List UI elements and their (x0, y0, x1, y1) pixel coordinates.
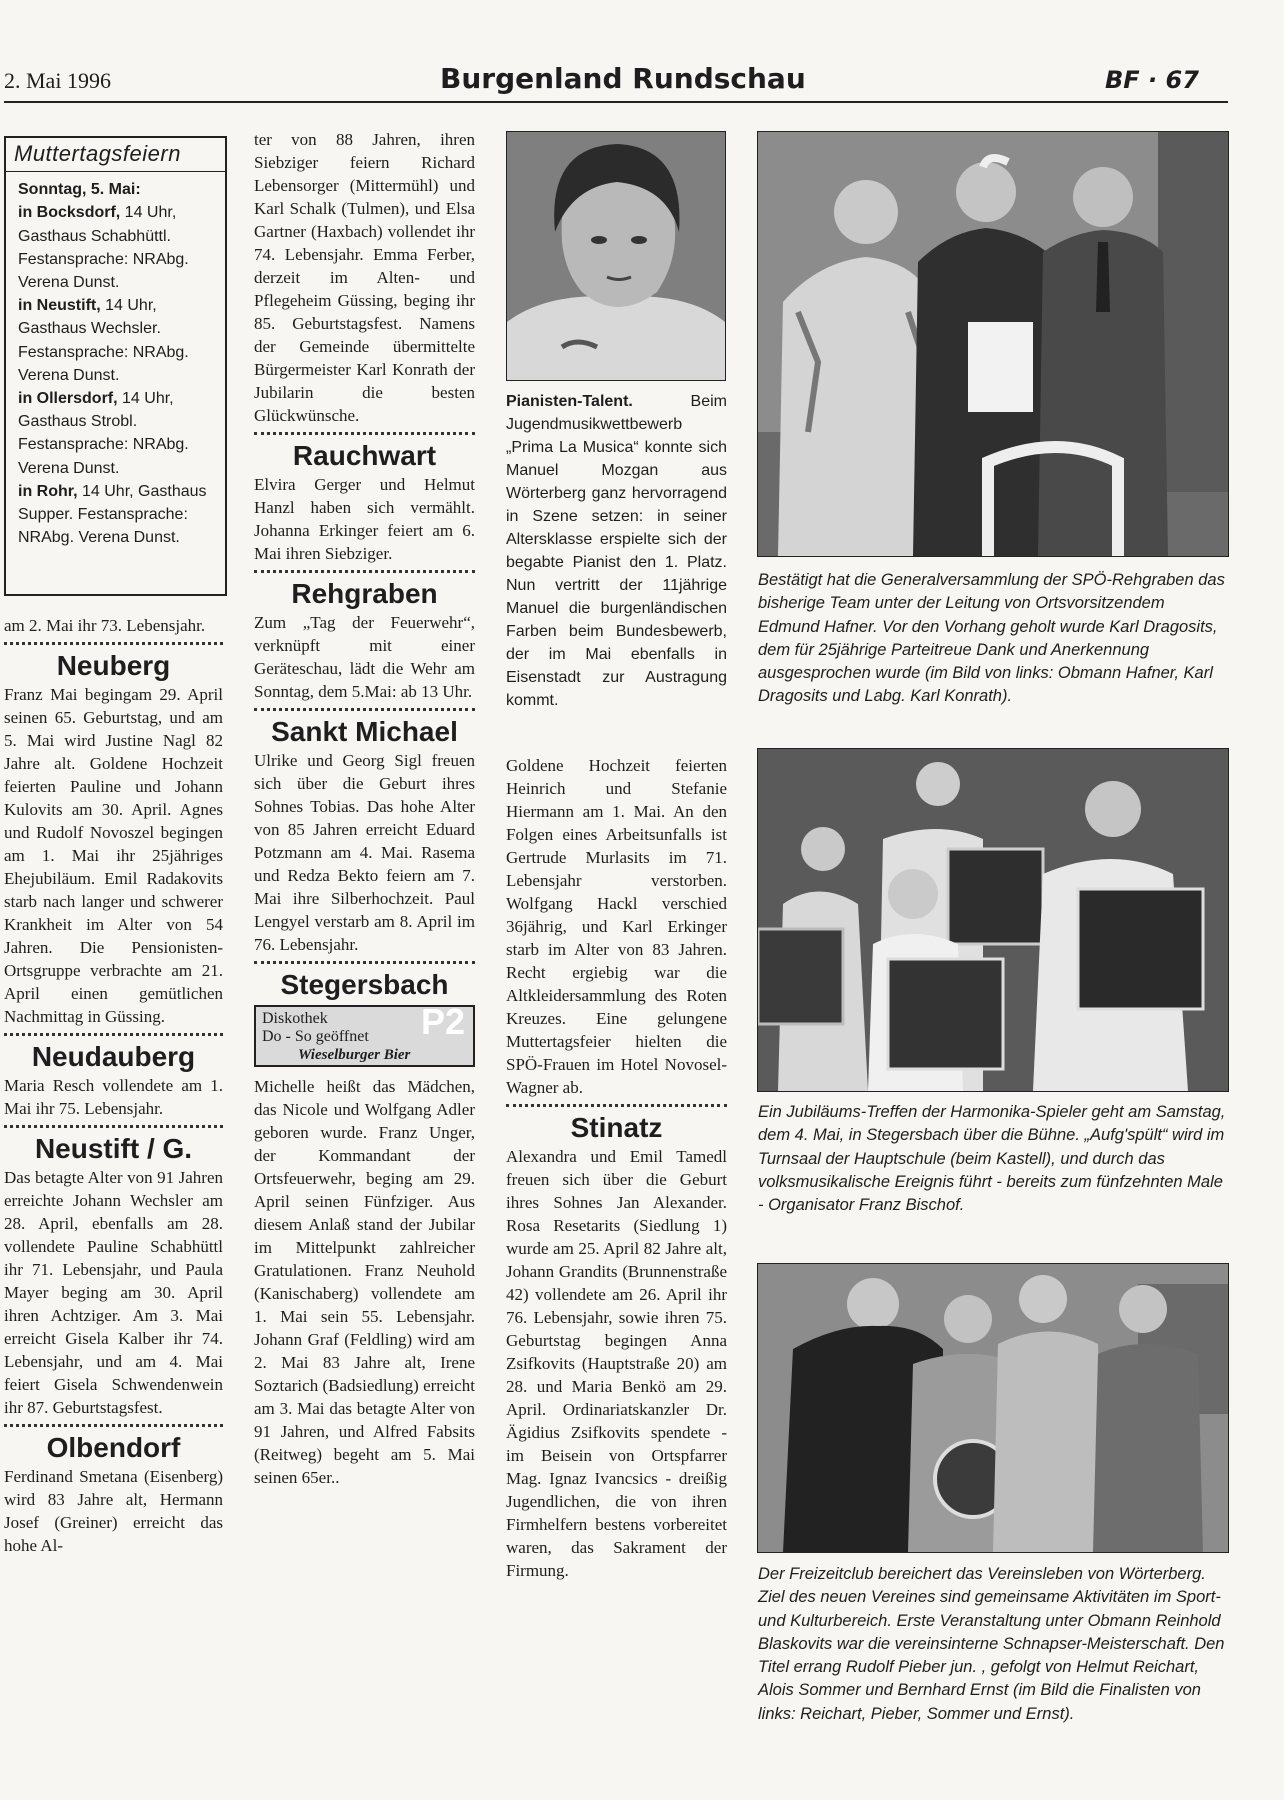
article-text: am 2. Mai ihr 73. Lebensjahr. (4, 616, 206, 635)
ad-p2-logo: P2 (420, 1001, 465, 1042)
caption-text: Ein Jubiläums-Treffen der Harmonika-Spieler geht am Samstag, dem 4. Mai, in Stegersbach über die Bühne. „Aufg'spült“ wird im Turnsaal der Hauptschule (beim Kastell), und durch das volksmusikalische Ereignis führt - bereits zum fünfzehnten Male - Organisator Franz Bischof. (758, 1103, 1226, 1215)
accordion-photo (757, 748, 1229, 1092)
event-text: 14 Uhr, Gasthaus Supper. Festansprache: NRAbg. Verena Dunst. (18, 482, 207, 547)
photo-caption (758, 569, 1228, 709)
photo-caption (758, 1563, 1228, 1726)
article-text: Das betagte Alter von 91 Jahren erreichte Johann Wechsler am 28. April, ebenfalls am 28. vollendete Pauline Schabhüttl ihr 71. Lebensjahr, und Paula Mayer beging am 30. April ihren Achtziger. Am 3. Mai erreicht Gisela Kalber ihr 74. Lebensjahr, und am 4. Mai feiert Gisela Schwendenwein ihr 87. Geburtstagsfest. (4, 1168, 223, 1417)
three-men-image (758, 132, 1228, 556)
column-1 (4, 614, 223, 1754)
dotted-divider (506, 1104, 727, 1107)
article-text: Michelle heißt das Mädchen, das Nicole und Wolfgang Adler geboren wurde. Franz Unger, der Kommandant der Ortsfeuerwehr, beging am 29. April seinen Fünfziger. Aus diesem Anlaß stand der Jubilar im Mittelpunkt zahlreicher Gratulationen. Franz Neuhold (Kanischaberg) vollendete am 1. Mai sein 55. Lebensjahr. Johann Graf (Feldling) wird am 2. Mai 83 Jahre alt, Irene Soztarich (Badsiedlung) erreicht am 3. Mai das betagte Alter von 91 Jahren, und Alfred Fabsits (Reitweg) begeht am 5. Mai seinen 65er.. (254, 1077, 475, 1487)
article-lead: Pianisten-Talent. (506, 393, 633, 410)
caption-text: Bestätigt hat die Generalversammlung der SPÖ-Rehgraben das bisherige Team unter der Leitung von Ortsvorsitzendem Edmund Hafner. Vor den Vorhang geholt wurde Karl Dragosits, dem für 25jährige Parteitreue Dank und Anerkennung ausgesprochen wurde (im Bild von links: Obmann Hafner, Karl Dragosits und Labg. Karl Konrath). (758, 571, 1225, 706)
dotted-divider (254, 708, 475, 711)
pianist-article (506, 390, 727, 712)
dotted-divider (4, 1125, 223, 1128)
photo-caption (758, 1101, 1228, 1217)
section-heading: Stegersbach (280, 969, 449, 1000)
article-text: Goldene Hochzeit feierten Heinrich und Stefanie Hiermann am 1. Mai. An den Folgen eines Arbeitsunfalls ist Gertrude Murlasits im 71. Lebensjahr verstorben. Wolfgang Hackl verschied 36jährig, und Karl Erkinger starb im Alter von 83 Jahren. Recht ergiebig war die Altkleidersammlung des Roten Kreuzes. Eine gelungene Muttertagsfeier hielten die SPÖ-Frauen im Hotel Novosel-Wagner ab. (506, 756, 727, 1097)
section-heading: Olbendorf (46, 1432, 181, 1463)
muttertag-title: Muttertagsfeiern (6, 138, 225, 172)
muttertag-body (6, 172, 225, 549)
event-text: 14 Uhr, Gasthaus Strobl. Festansprache: NRAbg. Verena Dunst. (18, 390, 189, 477)
header-rule (4, 101, 1228, 103)
article-text: Ferdinand Smetana (Eisenberg) wird 83 Jahre alt, Hermann Josef (Greiner) erreicht das hohe Al- (4, 1467, 223, 1555)
event-text: 14 Uhr, Gasthaus Schabhüttl. Festansprache: NRAbg. Verena Dunst. (18, 204, 189, 292)
section-heading: Rauchwart (292, 440, 437, 471)
dotted-divider (4, 1424, 223, 1427)
dotted-divider (4, 1033, 223, 1036)
newspaper-title: Burgenland Rundschau (440, 62, 806, 95)
section-heading: Neustift / G. (34, 1133, 193, 1164)
accordion-children-image (758, 749, 1228, 1091)
group-photo (757, 131, 1229, 557)
article-text: Franz Mai begingam 29. April seinen 65. Geburtstag, und am 5. Mai wird Justine Nagl 82 Jahre alt. Goldene Hochzeit feierten Pauline und Johann Kulovits am 30. April. Agnes und Rudolf Novoszel begingen am 1. Mai ihr 25jähriges Ehejubiläum. Emil Radakovits starb nach langer und schwerer Krankheit im Alter von 54 Jahren. Die Pensionisten-Ortsgruppe verbrachte am 21. April einen gemütlichen Nachmittag in Güssing. (4, 685, 223, 1026)
ad-line: Diskothek (262, 1010, 328, 1027)
section-heading: Rehgraben (291, 578, 438, 609)
ad-beer-logo: Wieselburger Bier (298, 1047, 411, 1063)
spacer (506, 712, 727, 754)
event-place: in Ollersdorf, (18, 390, 118, 408)
boy-portrait-image (507, 132, 725, 380)
issue-date: 2. Mai 1996 (4, 68, 111, 93)
dotted-divider (254, 570, 475, 573)
dotted-divider (254, 432, 475, 435)
page-number: BF · 67 (1105, 66, 1199, 94)
article-text: Ulrike und Georg Sigl freuen sich über die Geburt ihres Sohnes Tobias. Das hohe Alter von 85 Jahren erreicht Eduard Potzmann am 4. Mai. Rasema und Redza Bekto feiern am 7. Mai ihre Silberhochzeit. Paul Lengyel verstarb am 8. April im 76. Lebensjahr. (254, 751, 475, 954)
section-heading: Sankt Michael (271, 716, 458, 747)
article-text: Elvira Gerger und Helmut Hanzl haben sich vermählt. Johanna Erkinger feiert am 6. Mai ihren Siebziger. (254, 475, 475, 563)
article-text: ter von 88 Jahren, ihren Siebziger feiern Richard Lebensorger (Mittermühl) und Karl Schalk (Tulmen), und Elsa Gartner (Haxbach) vollendet ihr 74. Lebensjahr. Emma Ferber, derzeit im Alten- und Pflegeheim Güssing, beging ihr 85. Geburtstagsfest. Namens der Gemeinde übermittelte Bürgermeister Karl Konrath der Jubilarin die besten Glückwünsche. (254, 130, 475, 425)
club-photo (757, 1263, 1229, 1553)
disco-advertisement (254, 1001, 475, 1067)
section-heading: Neuberg (56, 650, 171, 681)
club-finalists-image (758, 1264, 1228, 1552)
article-text: Zum „Tag der Feuerwehr“, verknüpft mit einer Geräteschau, lädt die Wehr am Sonntag, dem 5.Mai: ab 13 Uhr. (254, 613, 475, 701)
event-place: in Neustift, (18, 297, 101, 315)
article-text: Maria Resch vollendete am 1. Mai ihr 75. Lebensjahr. (4, 1076, 223, 1118)
dotted-divider (4, 642, 223, 645)
event-place: in Bocksdorf, (18, 204, 121, 222)
ad-line: Do - So geöffnet (262, 1028, 369, 1045)
column-2 (254, 128, 475, 1756)
article-text: Alexandra und Emil Tamedl freuen sich über die Geburt ihres Sohnes Jan Alexander. Rosa Resetarits (Siedlung 1) wurde am 25. April 82 Jahre alt, Johann Grandits (Brunnenstraße 42) vollendete am 26. April ihr 76. Lebensjahr, sowie ihren 75. Geburtstag begingen Anna Zsifkovits (Hauptstraße 20) am 28. und Maria Benkö am 29. April. Ordinariatskanzler Dr. Ägidius Zsifkovits spendete - im Beisein von Ortspfarrer Mag. Ignaz Ivancsics - dreißig Jugendlichen, die von ihren Firmhelfern bestens vorbereitet waren, das Sakrament der Firmung. (506, 1147, 727, 1580)
section-heading: Neudauberg (31, 1041, 196, 1072)
caption-text: Der Freizeitclub bereichert das Vereinsleben von Wörterberg. Ziel des neuen Vereines sind gemeinsame Aktivitäten im Sport- und Kulturbereich. Erste Veranstaltung unter Obmann Reinhold Blaskovits war die vereinsinterne Schnapser-Meisterschaft. Den Titel errang Rudolf Pieber jun. , gefolgt von Helmut Reichart, Alois Sommer und Bernhard Ernst (im Bild die Finalisten von links: Reichart, Pieber, Sommer und Ernst). (758, 1565, 1225, 1723)
muttertag-box (4, 136, 227, 596)
article-text: Beim Jugendmusikwettbewerb „Prima La Musica“ konnte sich Manuel Mozgan aus Wörterberg ganz hervorragend in Szene setzen: in seiner Altersklasse erspielte sich der begabte Pianist den 1. Platz. Nun vertritt der 11jährige Manuel die burgenländischen Farben beim Bundesbewerb, der im Mai ebenfalls in Eisenstadt zur Austragung kommt. (506, 393, 727, 709)
muttertag-date: Sonntag, 5. Mai: (18, 181, 141, 199)
portrait-photo (506, 131, 726, 381)
event-text: 14 Uhr, Gasthaus Wechsler. Festansprache: NRAbg. Verena Dunst. (18, 297, 189, 384)
column-3 (506, 390, 727, 1756)
dotted-divider (254, 961, 475, 964)
event-place: in Rohr, (18, 482, 78, 500)
section-heading: Stinatz (570, 1112, 663, 1143)
